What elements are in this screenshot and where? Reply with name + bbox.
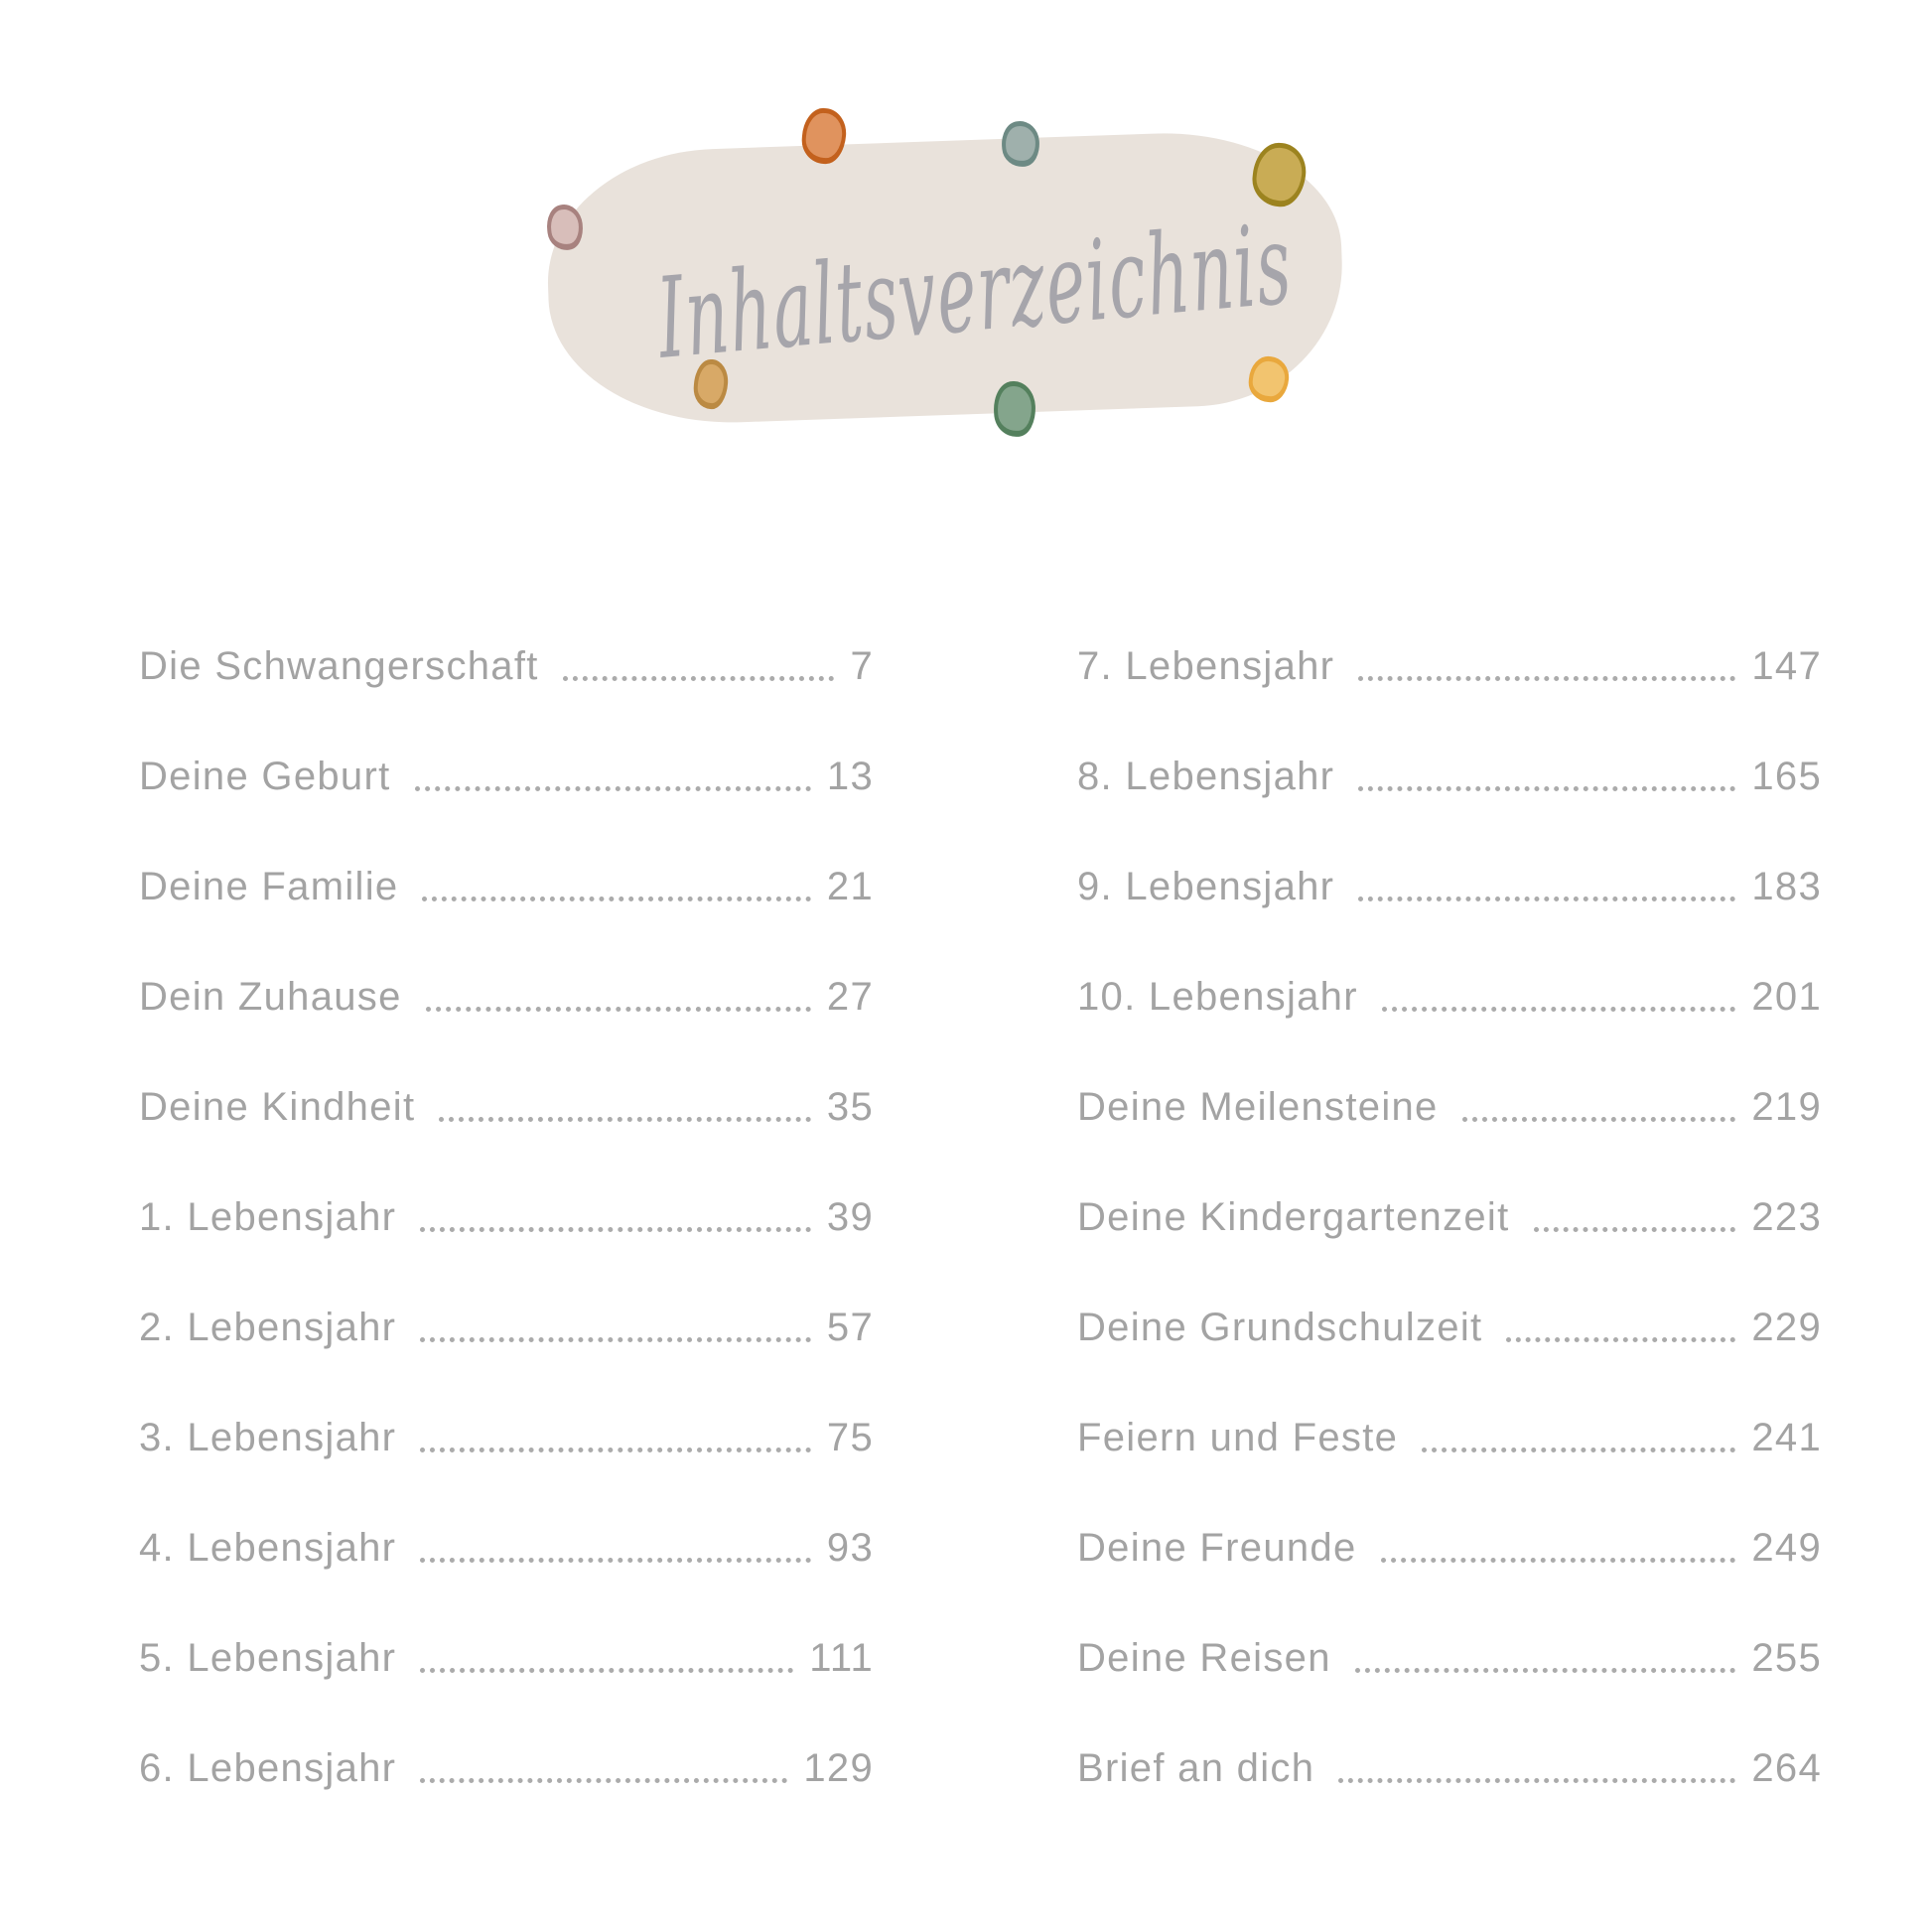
toc-entry xyxy=(1077,832,1822,942)
dotted-leader xyxy=(1506,1337,1735,1342)
toc-entry-page-number: 219 xyxy=(1751,1085,1822,1129)
dotted-leader xyxy=(1338,1778,1735,1783)
toc-entry-label: 4. Lebensjahr xyxy=(139,1526,397,1570)
toc-entry-label: Deine Grundschulzeit xyxy=(1077,1306,1483,1349)
toc-entry-label: Deine Kindergartenzeit xyxy=(1077,1195,1510,1239)
toc-entry xyxy=(1077,1383,1822,1493)
toc-entry-label: Deine Reisen xyxy=(1077,1636,1331,1680)
dotted-leader xyxy=(1382,1007,1736,1012)
toc-entry-label: 2. Lebensjahr xyxy=(139,1306,397,1349)
toc-entry xyxy=(139,1493,874,1603)
toc-entry-page-number: 57 xyxy=(826,1306,874,1349)
toc-entry-page-number: 183 xyxy=(1751,865,1822,908)
toc-entry-page-number: 229 xyxy=(1751,1306,1822,1349)
toc-entry-label: 10. Lebensjahr xyxy=(1077,975,1358,1019)
toc-entry-label: 6. Lebensjahr xyxy=(139,1746,397,1790)
toc-entry-page-number: 39 xyxy=(826,1195,874,1239)
toc-entry-label: Deine Geburt xyxy=(139,755,391,798)
dotted-leader xyxy=(1358,897,1735,901)
dotted-leader xyxy=(422,897,810,901)
dotted-leader xyxy=(426,1007,811,1012)
toc-entry-page-number: 255 xyxy=(1751,1636,1822,1680)
toc-entry xyxy=(139,832,874,942)
toc-entry xyxy=(1077,942,1822,1052)
toc-entry-page-number: 147 xyxy=(1751,644,1822,688)
dotted-leader xyxy=(1358,676,1735,681)
toc-entry xyxy=(1077,1493,1822,1603)
toc-entry xyxy=(1077,1052,1822,1163)
dotted-leader xyxy=(415,786,811,791)
dotted-leader xyxy=(420,1778,787,1783)
table-of-contents xyxy=(139,612,1822,1824)
header xyxy=(0,0,1932,496)
toc-column-left xyxy=(139,612,874,1824)
dotted-leader xyxy=(1534,1227,1736,1232)
toc-entry xyxy=(139,722,874,832)
toc-entry xyxy=(1077,1603,1822,1714)
toc-column-right xyxy=(1077,612,1822,1824)
toc-entry xyxy=(139,1714,874,1824)
toc-entry-label: 9. Lebensjahr xyxy=(1077,865,1335,908)
toc-entry-label: 3. Lebensjahr xyxy=(139,1416,397,1459)
toc-entry-label: Die Schwangerschaft xyxy=(139,644,539,688)
toc-entry-page-number: 21 xyxy=(826,865,874,908)
toc-entry-label: Deine Freunde xyxy=(1077,1526,1357,1570)
toc-entry-page-number: 165 xyxy=(1751,755,1822,798)
toc-entry-page-number: 241 xyxy=(1751,1416,1822,1459)
toc-entry xyxy=(1077,1163,1822,1273)
dotted-leader xyxy=(1355,1668,1736,1673)
toc-entry-page-number: 249 xyxy=(1751,1526,1822,1570)
toc-entry-page-number: 75 xyxy=(826,1416,874,1459)
dotted-leader xyxy=(1462,1117,1736,1122)
toc-entry xyxy=(1077,1714,1822,1824)
dotted-leader xyxy=(563,676,835,681)
toc-entry xyxy=(1077,722,1822,832)
toc-entry xyxy=(1077,1273,1822,1383)
page-title: Inhaltsverzeichnis xyxy=(652,162,1726,384)
toc-entry-page-number: 7 xyxy=(850,644,874,688)
toc-entry-label: 8. Lebensjahr xyxy=(1077,755,1335,798)
toc-entry xyxy=(139,1052,874,1163)
toc-entry-page-number: 223 xyxy=(1751,1195,1822,1239)
dotted-leader xyxy=(1422,1448,1735,1452)
toc-entry-label: 5. Lebensjahr xyxy=(139,1636,397,1680)
dotted-leader xyxy=(420,1337,811,1342)
toc-entry-label: Deine Kindheit xyxy=(139,1085,416,1129)
toc-entry-page-number: 264 xyxy=(1751,1746,1822,1790)
toc-entry xyxy=(139,942,874,1052)
toc-entry-label: Deine Familie xyxy=(139,865,399,908)
dotted-leader xyxy=(420,1448,811,1452)
toc-entry xyxy=(139,612,874,722)
toc-entry-page-number: 27 xyxy=(826,975,874,1019)
dotted-leader xyxy=(420,1558,811,1563)
toc-entry-page-number: 129 xyxy=(803,1746,874,1790)
toc-entry-label: Brief an dich xyxy=(1077,1746,1315,1790)
toc-entry xyxy=(139,1163,874,1273)
title-script-svg xyxy=(477,119,1726,477)
toc-entry-label: 7. Lebensjahr xyxy=(1077,644,1335,688)
dotted-leader xyxy=(420,1668,793,1673)
dotted-leader xyxy=(1381,1558,1736,1563)
toc-entry xyxy=(1077,612,1822,722)
toc-entry xyxy=(139,1273,874,1383)
toc-entry xyxy=(139,1603,874,1714)
toc-entry-page-number: 93 xyxy=(826,1526,874,1570)
toc-entry xyxy=(139,1383,874,1493)
toc-entry-page-number: 201 xyxy=(1751,975,1822,1019)
toc-entry-label: Feiern und Feste xyxy=(1077,1416,1399,1459)
dotted-leader xyxy=(1358,786,1735,791)
dotted-leader xyxy=(439,1117,811,1122)
dotted-leader xyxy=(420,1227,811,1232)
toc-entry-label: 1. Lebensjahr xyxy=(139,1195,397,1239)
toc-entry-label: Deine Meilensteine xyxy=(1077,1085,1439,1129)
toc-entry-page-number: 35 xyxy=(826,1085,874,1129)
toc-entry-page-number: 13 xyxy=(826,755,874,798)
toc-entry-page-number: 111 xyxy=(809,1636,874,1680)
toc-entry-label: Dein Zuhause xyxy=(139,975,402,1019)
